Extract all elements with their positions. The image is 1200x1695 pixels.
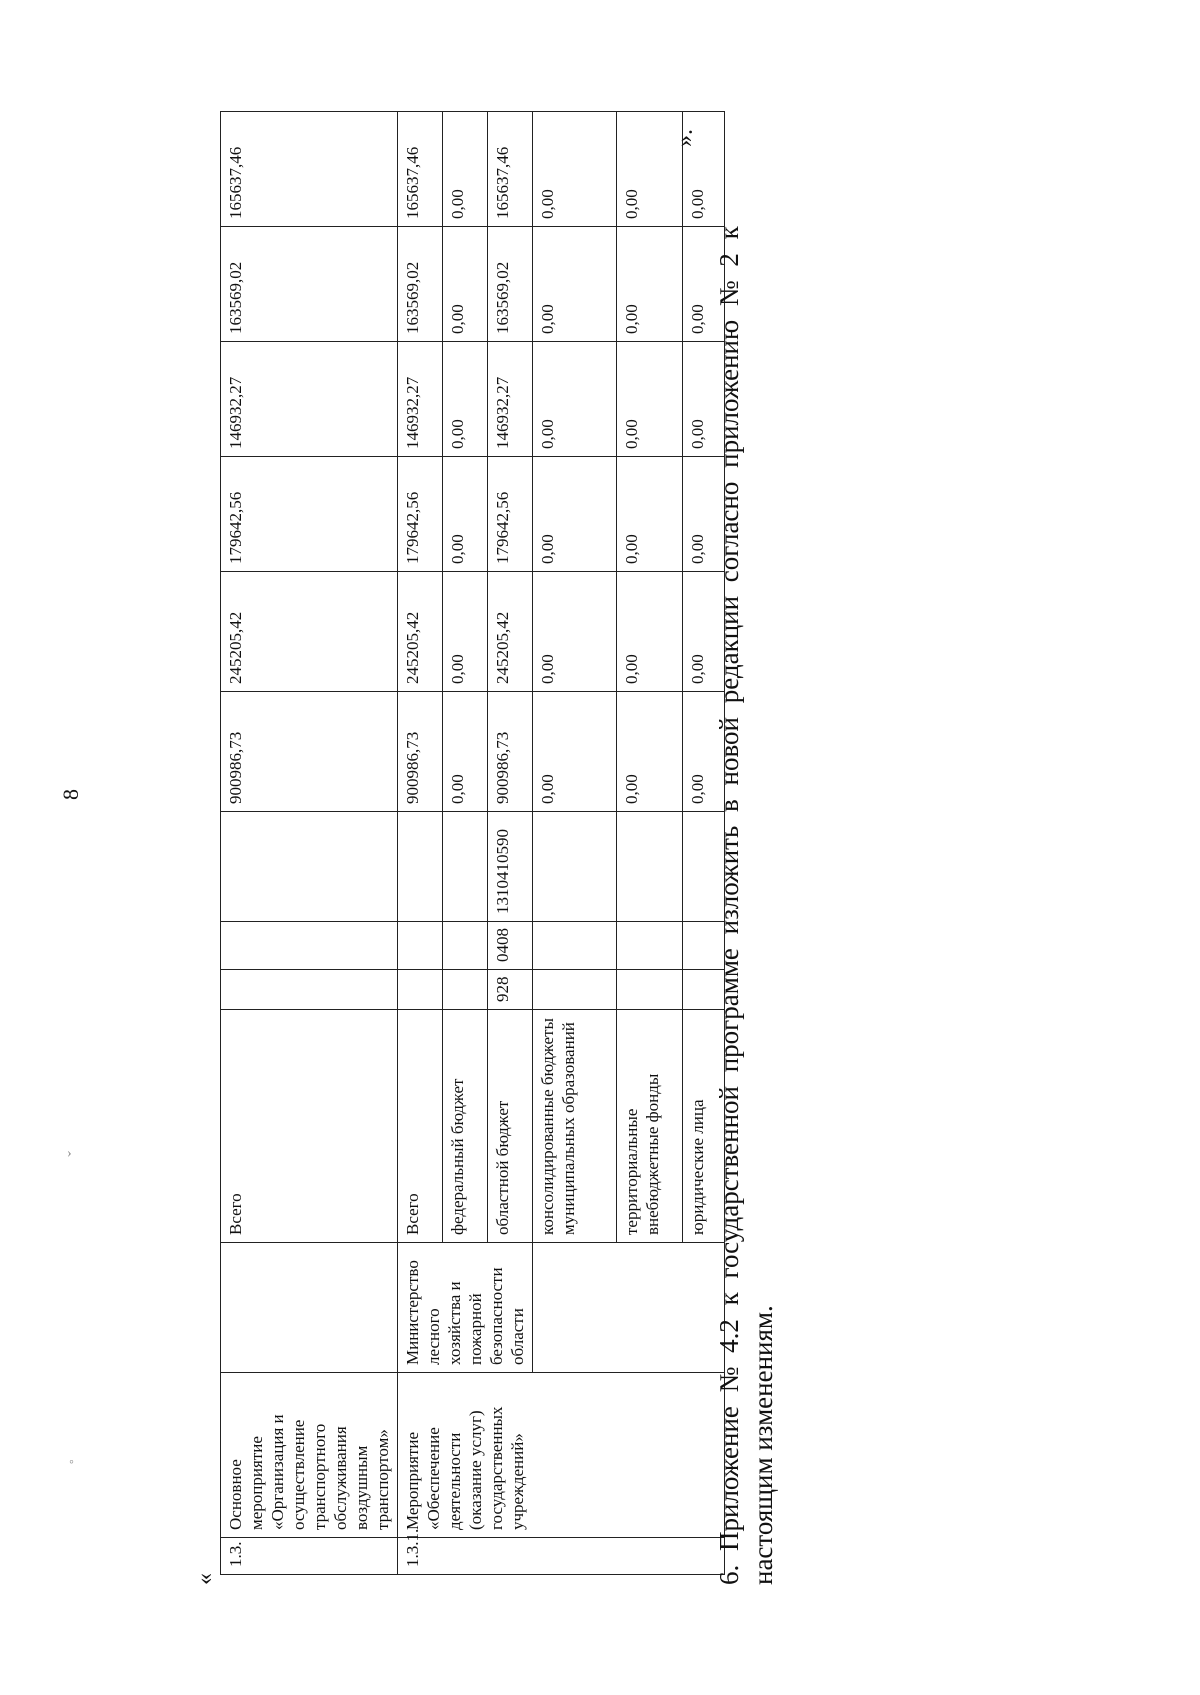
row-year-value: 0,00 (443, 112, 488, 227)
row-year-value: 163569,02 (398, 227, 443, 342)
row-number: 1.3.1. (398, 1538, 725, 1575)
row-year-value: 0,00 (443, 457, 488, 572)
row-total: 0,00 (683, 692, 725, 812)
row-total: 0,00 (533, 692, 617, 812)
row-year-value: 165637,46 (221, 112, 398, 227)
row-executor: Министерство лесного хозяйства и пожарной безопасности области (398, 1243, 533, 1373)
row-rzpr (533, 922, 617, 970)
row-rzpr (443, 922, 488, 970)
row-year-value: 165637,46 (488, 112, 533, 227)
row-year-value: 0,00 (533, 342, 617, 457)
row-source: областной бюджет (488, 1010, 533, 1243)
row-year-value: 0,00 (443, 342, 488, 457)
row-year-value: 163569,02 (221, 227, 398, 342)
rotated-page-content (190, 110, 778, 1585)
row-title: Основное мероприятие «Организация и осуществление транспортного обслуживания воздушным транспортом» (221, 1373, 398, 1538)
opening-quote: « (192, 1573, 218, 1585)
row-year-value: 245205,42 (398, 572, 443, 692)
row-total: 0,00 (443, 692, 488, 812)
row-year-value: 0,00 (683, 572, 725, 692)
closing-quote: ». (672, 129, 698, 147)
row-year-value: 0,00 (533, 572, 617, 692)
scan-speck: ◦ (69, 1455, 74, 1470)
row-grbs (533, 970, 617, 1010)
row-source: Всего (398, 1010, 443, 1243)
row-csr (221, 812, 398, 922)
amendment-paragraph (712, 85, 780, 1585)
row-year-value: 0,00 (617, 227, 683, 342)
row-total: 900986,73 (488, 692, 533, 812)
row-grbs (617, 970, 683, 1010)
row-csr (398, 812, 443, 922)
row-number: 1.3. (221, 1538, 398, 1575)
row-total: 900986,73 (398, 692, 443, 812)
table-row (221, 112, 398, 1575)
row-grbs (398, 970, 443, 1010)
row-csr (617, 812, 683, 922)
row-year-value: 0,00 (617, 342, 683, 457)
row-year-value: 0,00 (443, 572, 488, 692)
page-number: 8 (58, 789, 83, 800)
amendment-line-1: 6. Приложение № 4.2 к государственной программе изложить в новой редакции согласно приложению № 2 к (714, 226, 744, 1585)
budget-table (220, 111, 725, 1575)
row-year-value: 165637,46 (398, 112, 443, 227)
row-year-value: 163569,02 (488, 227, 533, 342)
row-year-value: 0,00 (683, 112, 725, 227)
row-source: Всего (221, 1010, 398, 1243)
row-year-value: 179642,56 (221, 457, 398, 572)
row-year-value: 146932,27 (488, 342, 533, 457)
row-source: консолидированные бюджеты муниципальных образований (533, 1010, 617, 1243)
row-executor (221, 1243, 398, 1373)
row-total: 0,00 (617, 692, 683, 812)
amendment-line-2: настоящим изменениям. (748, 1305, 778, 1585)
row-csr: 1310410590 (488, 812, 533, 922)
row-year-value: 0,00 (683, 342, 725, 457)
row-year-value: 0,00 (533, 457, 617, 572)
row-grbs (221, 970, 398, 1010)
row-csr (443, 812, 488, 922)
row-year-value: 179642,56 (398, 457, 443, 572)
row-year-value: 0,00 (683, 227, 725, 342)
row-source: территориальные внебюджетные фонды (617, 1010, 683, 1243)
row-grbs (443, 970, 488, 1010)
row-year-value: 179642,56 (488, 457, 533, 572)
row-rzpr (221, 922, 398, 970)
row-executor (533, 1243, 725, 1373)
row-csr (533, 812, 617, 922)
row-year-value: 0,00 (533, 227, 617, 342)
row-year-value: 0,00 (533, 112, 617, 227)
row-year-value: 146932,27 (221, 342, 398, 457)
row-year-value: 0,00 (617, 112, 683, 227)
table-row (533, 112, 617, 1575)
row-rzpr (617, 922, 683, 970)
row-year-value: 245205,42 (221, 572, 398, 692)
row-grbs: 928 (488, 970, 533, 1010)
row-rzpr (398, 922, 443, 970)
row-year-value: 146932,27 (398, 342, 443, 457)
row-year-value: 245205,42 (488, 572, 533, 692)
row-source: юридические лица (683, 1010, 725, 1243)
row-title: Мероприятие «Обеспечение деятельности (оказание услуг) государственных учреждений» (398, 1373, 725, 1538)
scan-speck: › (67, 1146, 72, 1161)
row-rzpr: 0408 (488, 922, 533, 970)
row-total: 900986,73 (221, 692, 398, 812)
row-year-value: 0,00 (617, 457, 683, 572)
row-year-value: 0,00 (443, 227, 488, 342)
table-row (398, 112, 443, 1575)
row-year-value: 0,00 (617, 572, 683, 692)
row-year-value: 0,00 (683, 457, 725, 572)
row-source: федеральный бюджет (443, 1010, 488, 1243)
